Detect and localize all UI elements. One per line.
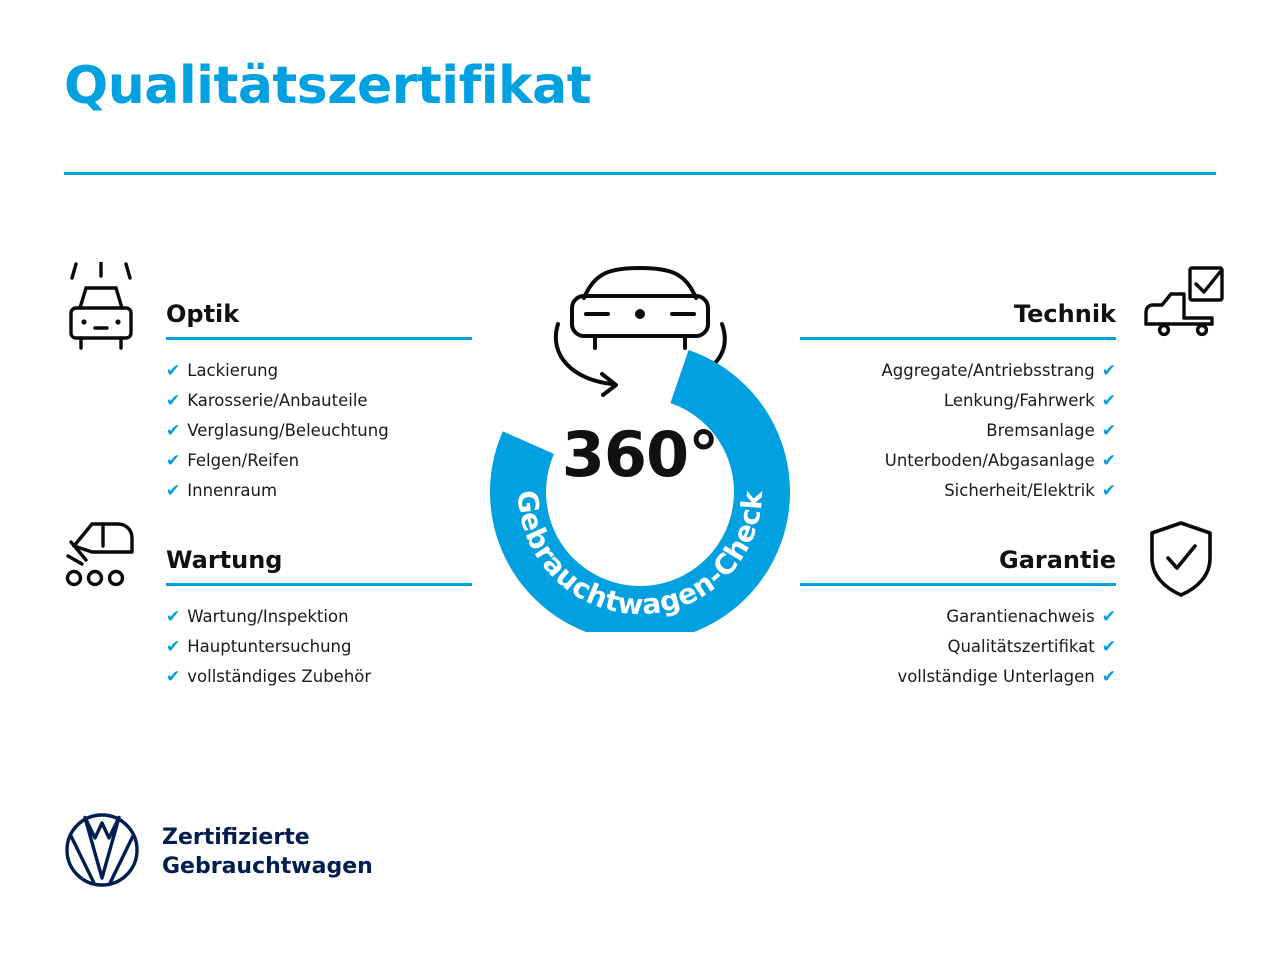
footer-logo-text xyxy=(162,823,373,881)
car-service-lift-icon xyxy=(62,512,144,596)
check-icon: ✔ xyxy=(1101,361,1116,381)
list-item xyxy=(800,386,1116,416)
section-technik-title: Technik xyxy=(1013,300,1116,328)
section-technik-divider xyxy=(800,337,1116,340)
section-garantie-header xyxy=(800,546,1116,586)
check-icon: ✔ xyxy=(1101,391,1116,411)
list-item xyxy=(166,662,472,692)
list-item xyxy=(166,602,472,632)
list-item-label: Sicherheit/Elektrik xyxy=(944,481,1095,500)
section-optik-list xyxy=(166,356,472,506)
check-icon: ✔ xyxy=(1101,481,1116,501)
list-item xyxy=(800,446,1116,476)
check-icon: ✔ xyxy=(166,421,181,441)
list-item-label: Felgen/Reifen xyxy=(187,451,300,470)
list-item xyxy=(166,386,472,416)
section-technik-list xyxy=(800,356,1116,506)
check-icon: ✔ xyxy=(166,451,181,471)
section-garantie-divider xyxy=(800,583,1116,586)
list-item-label: Unterboden/Abgasanlage xyxy=(884,451,1095,470)
section-technik-header xyxy=(800,300,1116,340)
shield-check-icon xyxy=(1148,520,1214,602)
list-item-label: vollständige Unterlagen xyxy=(897,667,1095,686)
car-checklist-icon xyxy=(1140,266,1226,350)
list-item-label: Aggregate/Antriebsstrang xyxy=(881,361,1095,380)
page-title: Qualitätszertifikat xyxy=(64,56,592,116)
check-icon: ✔ xyxy=(166,481,181,501)
check-icon: ✔ xyxy=(166,391,181,411)
list-item-label: Wartung/Inspektion xyxy=(187,607,349,626)
title-divider xyxy=(64,172,1216,175)
section-wartung-title: Wartung xyxy=(166,546,283,574)
check-icon: ✔ xyxy=(166,607,181,627)
section-wartung-list xyxy=(166,602,472,692)
section-optik-title: Optik xyxy=(166,300,240,328)
list-item xyxy=(800,632,1116,662)
list-item-label: Lenkung/Fahrwerk xyxy=(943,391,1095,410)
section-optik-divider xyxy=(166,337,472,340)
section-garantie xyxy=(800,546,1116,692)
car-front-shine-icon xyxy=(62,262,140,362)
list-item-label: Innenraum xyxy=(187,481,278,500)
section-optik-header xyxy=(166,300,472,340)
list-item-label: Karosserie/Anbauteile xyxy=(187,391,368,410)
list-item-label: Hauptuntersuchung xyxy=(187,637,352,656)
list-item xyxy=(166,446,472,476)
list-item xyxy=(166,356,472,386)
list-item xyxy=(800,476,1116,506)
check-icon: ✔ xyxy=(1101,667,1116,687)
list-item-label: Lackierung xyxy=(187,361,279,380)
list-item-label: Verglasung/Beleuchtung xyxy=(187,421,389,440)
section-optik xyxy=(166,300,472,506)
footer-logo-block xyxy=(64,812,373,892)
section-wartung xyxy=(166,546,472,692)
vw-logo-icon xyxy=(64,812,140,892)
list-item xyxy=(800,416,1116,446)
check-icon: ✔ xyxy=(166,637,181,657)
section-wartung-divider xyxy=(166,583,472,586)
list-item-label: Qualitätszertifikat xyxy=(947,637,1095,656)
section-garantie-title: Garantie xyxy=(999,546,1116,574)
section-technik xyxy=(800,300,1116,506)
check-icon: ✔ xyxy=(166,667,181,687)
badge-center-label: 360° xyxy=(561,418,719,491)
section-wartung-header xyxy=(166,546,472,586)
list-item xyxy=(800,356,1116,386)
footer-logo-line2: Gebrauchtwagen xyxy=(162,854,373,879)
list-item-label: Garantienachweis xyxy=(946,607,1095,626)
badge-arc-label: Gebrauchtwagen-Check xyxy=(510,488,770,622)
section-garantie-list xyxy=(800,602,1116,692)
list-item xyxy=(800,602,1116,632)
check-icon: ✔ xyxy=(1101,421,1116,441)
check-icon: ✔ xyxy=(1101,637,1116,657)
footer-logo-line1: Zertifizierte xyxy=(162,825,310,850)
list-item xyxy=(166,476,472,506)
list-item xyxy=(166,416,472,446)
list-item xyxy=(800,662,1116,692)
list-item-label: Bremsanlage xyxy=(986,421,1095,440)
check-360-badge xyxy=(462,252,818,632)
check-icon: ✔ xyxy=(166,361,181,381)
list-item-label: vollständiges Zubehör xyxy=(187,667,372,686)
list-item xyxy=(166,632,472,662)
check-icon: ✔ xyxy=(1101,451,1116,471)
check-icon: ✔ xyxy=(1101,607,1116,627)
